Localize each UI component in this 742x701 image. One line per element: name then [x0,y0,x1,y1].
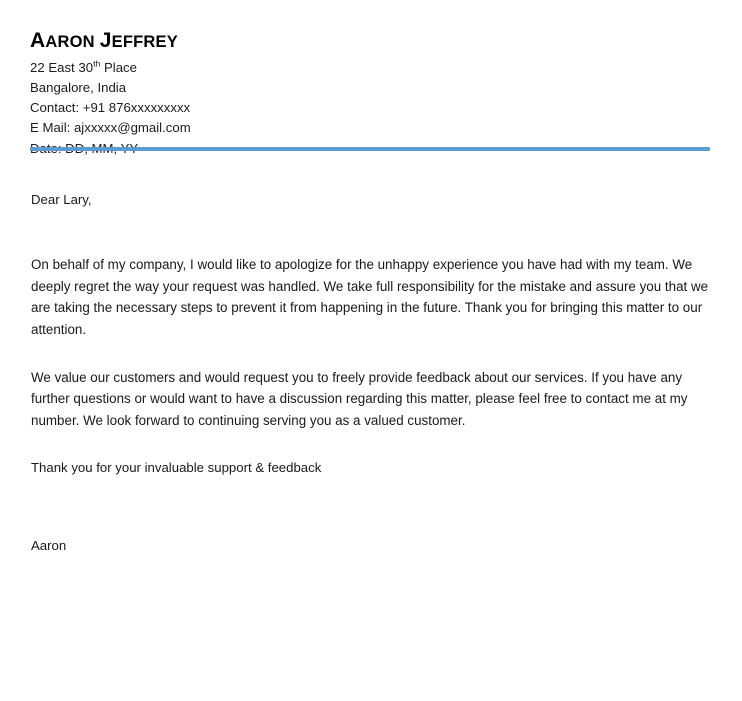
letter-body [31,190,711,555]
address-street [30,58,590,78]
body-paragraph-2: We value our customers and would request you to freely provide feedback about our services. If you have any further questions or would want to have a discussion regarding this matter, please feel free to contact me at my number. We look forward to continuing serving you as a valued customer. [31,369,688,429]
spacer [31,210,711,254]
sender-name-last-initial: J [99,29,112,52]
header-divider-rule [30,147,710,151]
letterhead [30,28,590,159]
salutation: Dear Lary, [31,192,92,207]
sender-name [30,28,590,54]
spacer [31,432,711,458]
body-paragraph-1: On behalf of my company, I would like to apologize for the unhappy experience you have had with my team. We deeply regret the way your request was handled. We take full responsibility for the mistake and assure you that we are taking the necessary steps to prevent it from happening in the future. Thank you for bringing this matter to our attention. [31,256,709,337]
address-street-ordinal-suffix: th [93,58,101,69]
sender-name-first-initial: A [30,29,46,52]
spacer [31,341,711,367]
spacer [31,478,711,536]
sender-name-last-rest: EFFREY [111,33,178,51]
address-email: E Mail: ajxxxxx@gmail.com [30,120,191,136]
address-city: Bangalore, India [30,80,127,96]
address-contact: Contact: +91 876xxxxxxxxx [30,100,191,116]
address-street-before: 22 East 30 [30,60,94,76]
address-street-after: Place [100,60,137,76]
closing-line: Thank you for your invaluable support & feedback [31,459,322,475]
signature-name: Aaron [31,537,67,553]
sender-name-first-rest: ARON [45,33,95,51]
